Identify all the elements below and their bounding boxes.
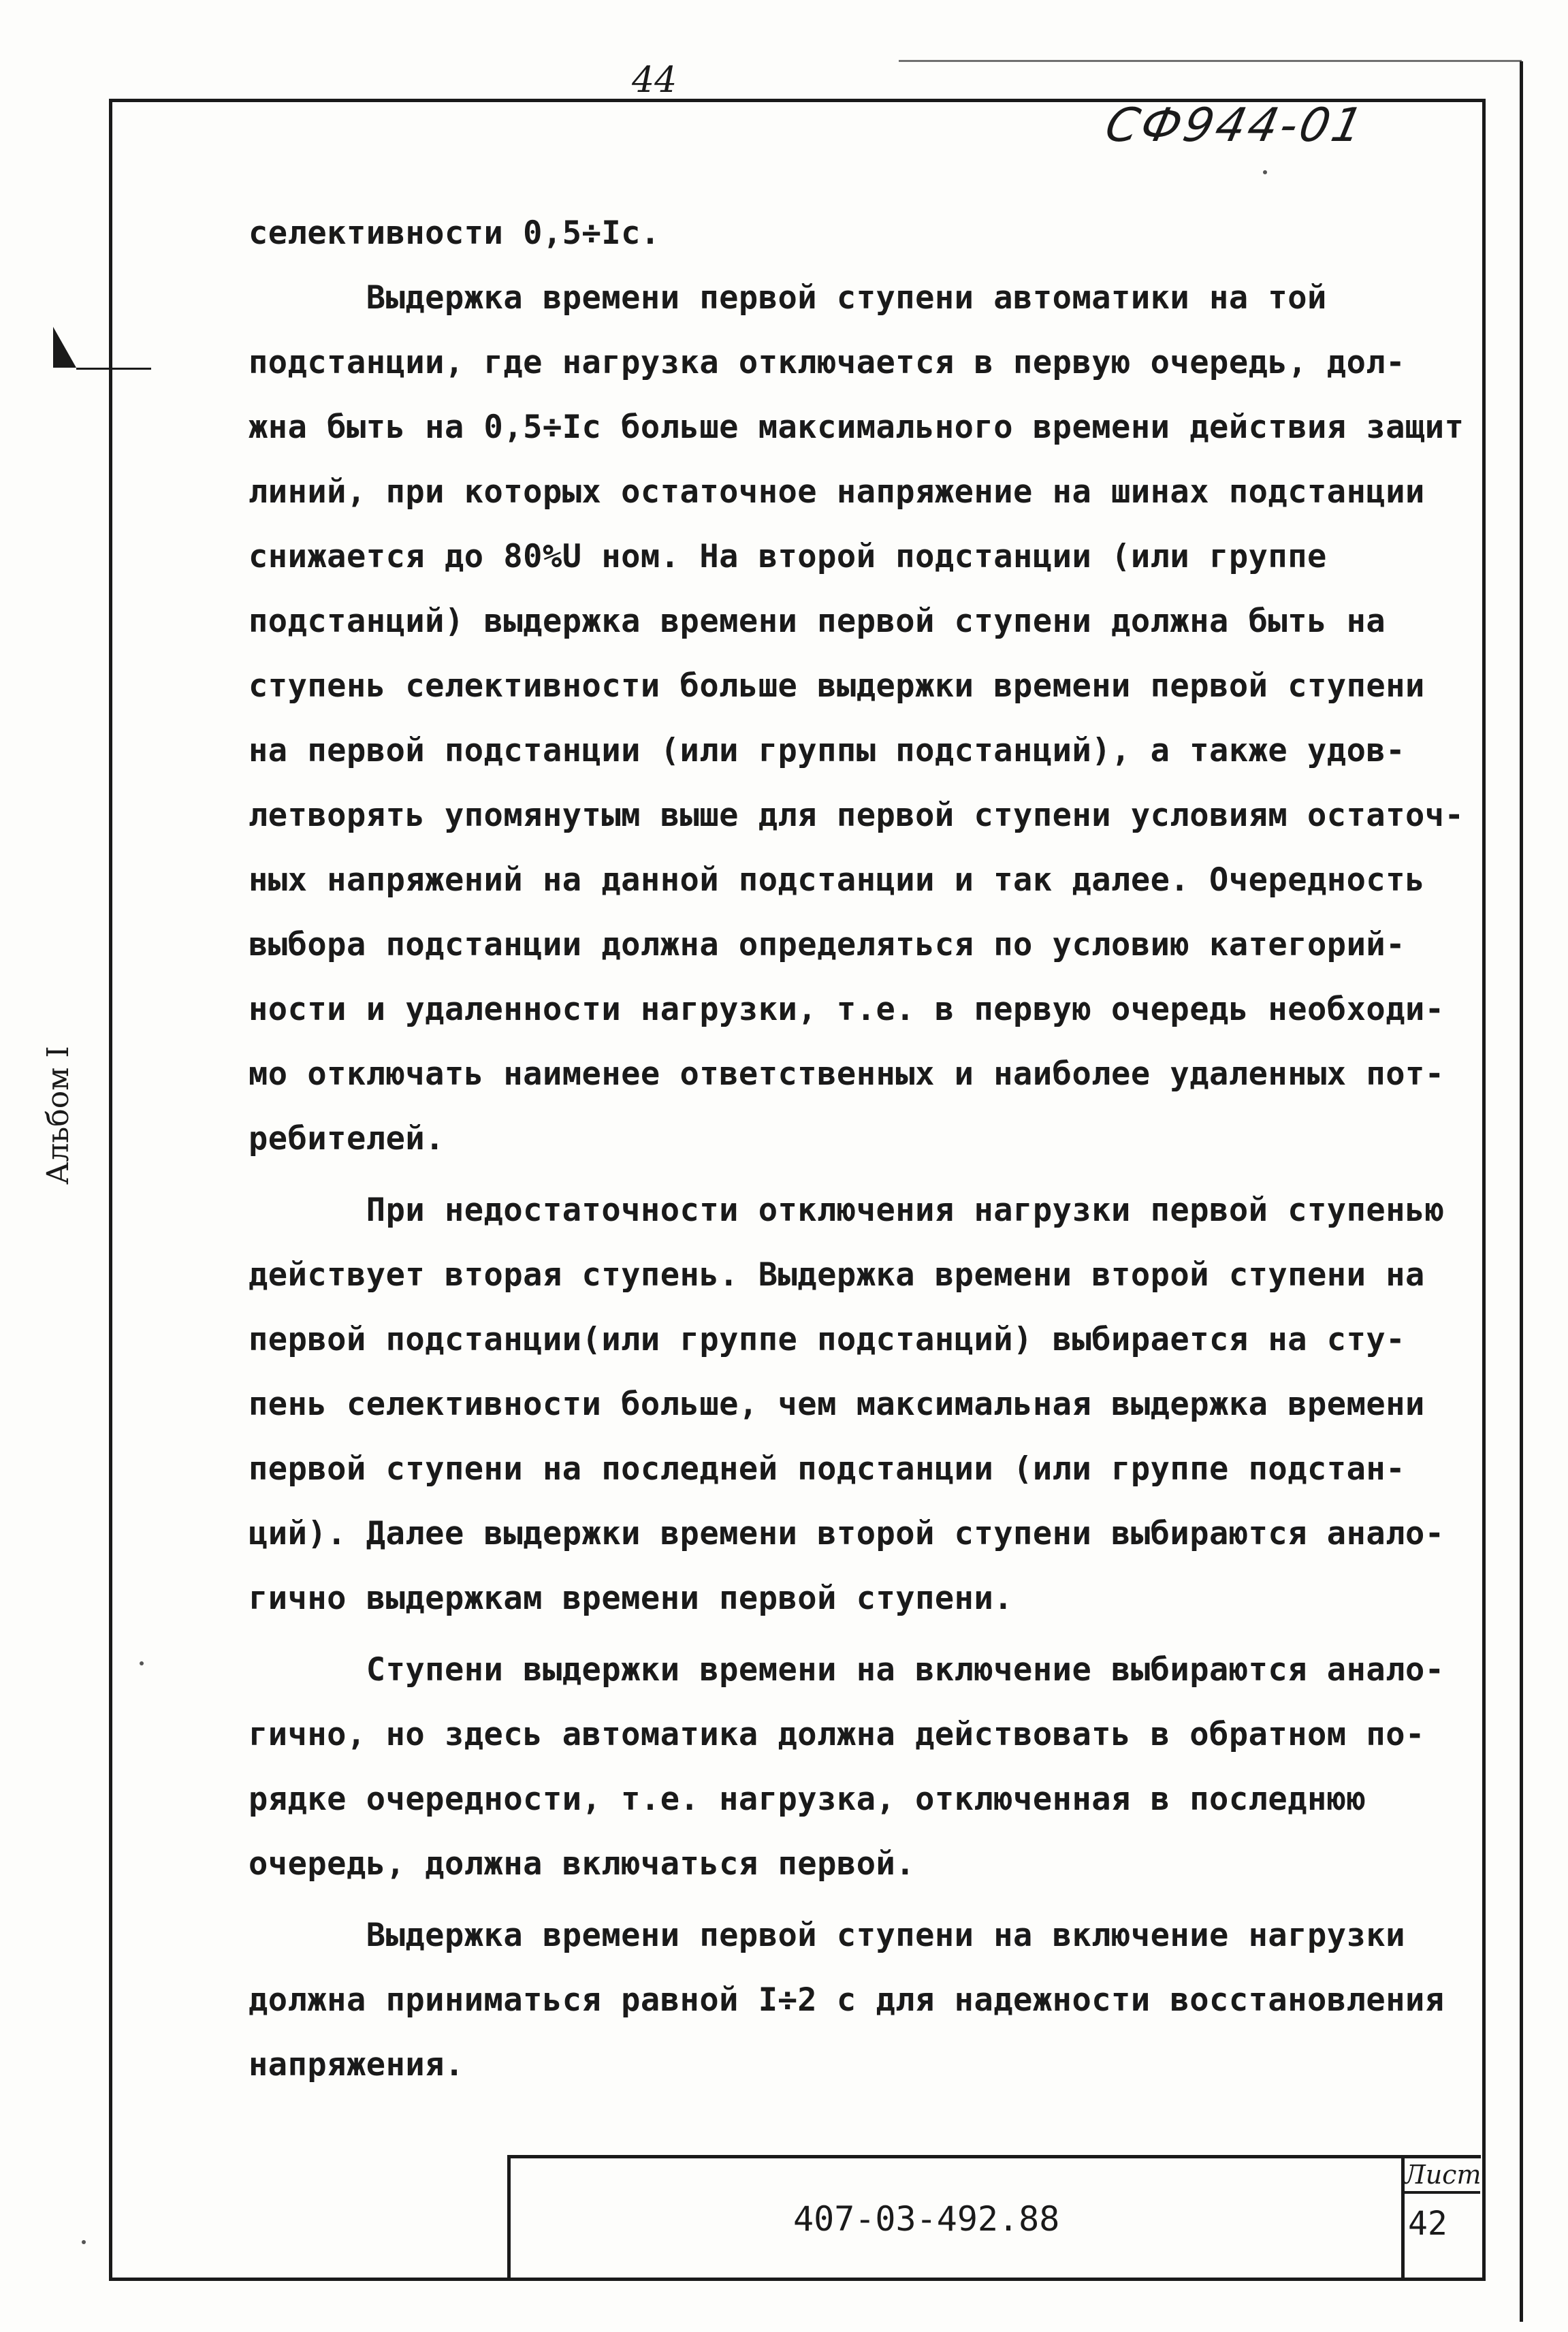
text-line: первой ступени на последней подстанции (или группе подстан-: [249, 1450, 1405, 1488]
text-line: жна быть на 0,5÷Iс больше максимального времени действия защит: [249, 409, 1465, 446]
sheet-label: Лист: [1404, 2158, 1480, 2194]
text-line: выбора подстанции должна определяться по условию категорий-: [249, 926, 1405, 963]
text-line: действует вторая ступень. Выдержка времени второй ступени на: [249, 1256, 1425, 1294]
text-line: мо отключать наименее ответственных и наиболее удаленных пот-: [249, 1055, 1445, 1093]
paragraph-5: [249, 1903, 1474, 2097]
text-line: Выдержка времени первой ступени на включение нагрузки: [249, 1917, 1405, 1954]
text-line: подстанции, где нагрузка отключается в первую очередь, дол-: [249, 344, 1405, 381]
binder-mark-line: [76, 368, 151, 370]
right-edge-line: [1520, 61, 1523, 2322]
document-code: 407-03-492.88: [793, 2199, 1060, 2239]
text-line: Выдержка времени первой ступени автоматики на той: [249, 279, 1327, 317]
body-text: [249, 201, 1474, 2097]
text-line: пень селективности больше, чем максимальная выдержка времени: [249, 1386, 1425, 1423]
album-side-label: Альбом I: [41, 1046, 76, 1185]
text-line: линий, при которых остаточное напряжение на шинах подстанции: [249, 473, 1425, 511]
text-line: подстанций) выдержка времени первой ступени должна быть на: [249, 603, 1386, 640]
text-line: снижается до 80%U ном. На второй подстанции (или группе: [249, 538, 1327, 575]
paragraph-4: [249, 1638, 1474, 1896]
text-line: селективности 0,5÷Iс.: [249, 214, 660, 252]
text-line: должна приниматься равной I÷2 с для надежности восстановления: [249, 1981, 1445, 2019]
top-edge-line: [899, 60, 1522, 62]
text-line: рядке очередности, т.е. нагрузка, отключенная в последнюю: [249, 1780, 1366, 1818]
text-line: гично выдержкам времени первой ступени.: [249, 1580, 1014, 1617]
binder-mark-icon: [53, 327, 76, 368]
paragraph-3: [249, 1178, 1474, 1631]
text-line: ступень селективности больше выдержки времени первой ступени: [249, 667, 1425, 705]
scan-speck: [1263, 170, 1267, 174]
text-line: напряжения.: [249, 2046, 464, 2083]
text-line: летворять упомянутым выше для первой ступени условиям остаточ-: [249, 797, 1465, 834]
text-line: ных напряжений на данной подстанции и так далее. Очередность: [249, 861, 1425, 899]
text-line: Ступени выдержки времени на включение выбираются анало-: [249, 1651, 1445, 1689]
text-line: ций). Далее выдержки времени второй ступени выбираются анало-: [249, 1515, 1445, 1552]
handwritten-page-number: 44: [632, 60, 677, 101]
scan-speck: [82, 2240, 86, 2244]
text-line: на первой подстанции (или группы подстанций), а также удов-: [249, 732, 1405, 769]
text-line: ребителей.: [249, 1120, 445, 1157]
text-line: гично, но здесь автоматика должна действовать в обратном по-: [249, 1716, 1425, 1753]
text-line: При недостаточности отключения нагрузки первой ступенью: [249, 1192, 1445, 1229]
text-line: очередь, должна включаться первой.: [249, 1845, 916, 1883]
sheet-number: 42: [1408, 2205, 1447, 2243]
text-line: первой подстанции(или группе подстанций) выбирается на сту-: [249, 1321, 1405, 1358]
paragraph-2: [249, 266, 1474, 1171]
text-line: ности и удаленности нагрузки, т.е. в первую очередь необходи-: [249, 991, 1445, 1028]
scan-speck: [140, 1661, 144, 1665]
handwritten-doc-code: СФ944-01: [1100, 99, 1371, 153]
paragraph-1: [249, 201, 1474, 266]
